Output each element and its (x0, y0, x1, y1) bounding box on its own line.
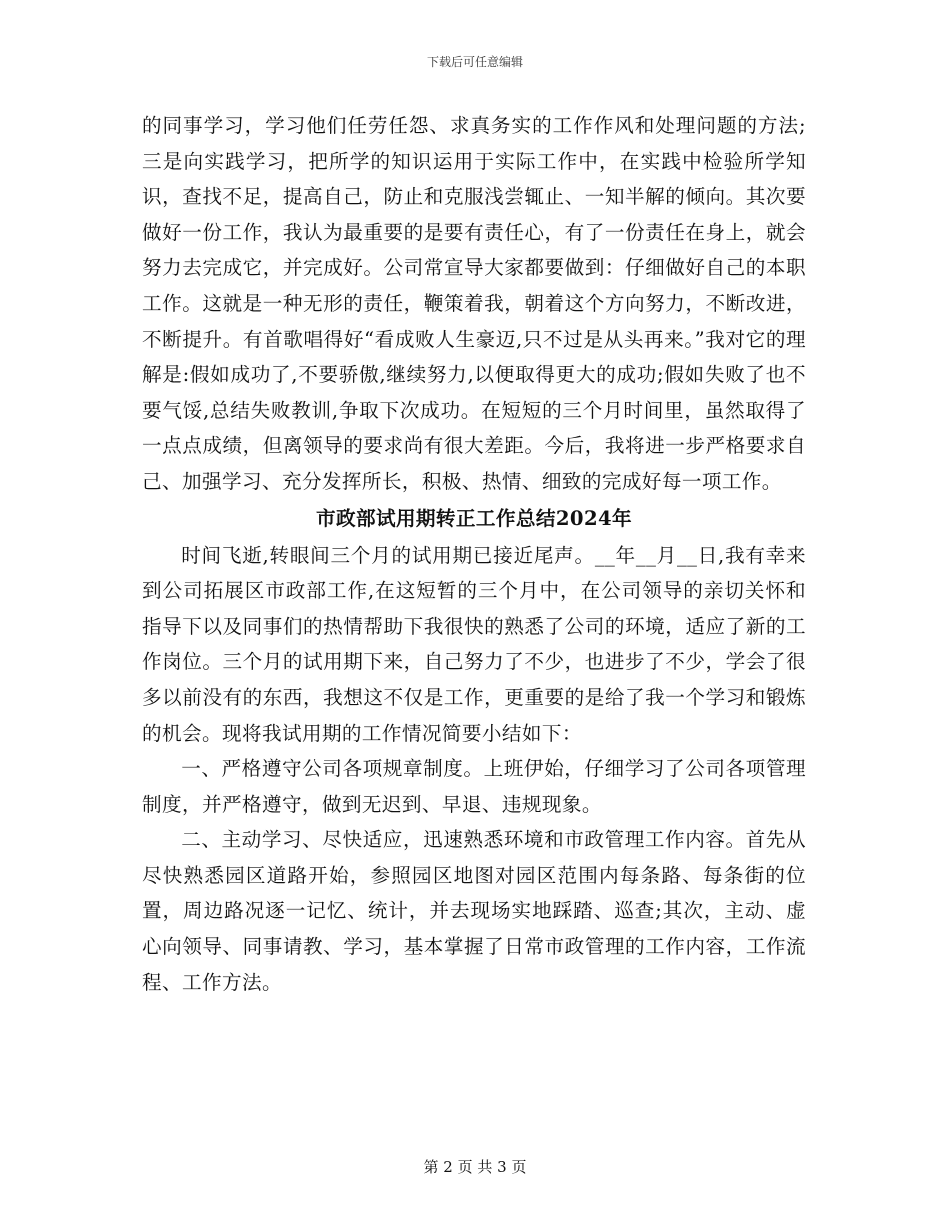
paragraph-continued: 的同事学习，学习他们任劳任怨、求真务实的工作作风和处理问题的方法;三是向实践学习，把所学的知识运用于实际工作中，在实践中检验所学知识，查找不足，提高自己，防止和克服浅尝辄止、一知半解的倾向。其次要做好一份工作，我认为最重要的是要有责任心，有了一份责任在身上，就会努力去完成它，并完成好。公司常宣导大家都要做到：仔细做好自己的本职工作。这就是一种无形的责任，鞭策着我，朝着这个方向努力，不断改进，不断提升。有首歌唱得好“看成败人生豪迈,只不过是从头再来。”我对它的理解是:假如成功了,不要骄傲,继续努力,以便取得更大的成功;假如失败了也不要气馁,总结失败教训,争取下次成功。在短短的三个月时间里，虽然取得了一点点成绩，但离领导的要求尚有很大差距。今后，我将进一步严格要求自己、加强学习、充分发挥所长，积极、热情、细致的完成好每一项工作。 (142, 114, 806, 493)
page-header-note: 下载后可任意编辑 (426, 55, 523, 69)
paragraph-point-1: 一、严格遵守公司各项规章制度。上班伊始，仔细学习了公司各项管理制度，并严格遵守，做到无迟到、早退、违规现象。 (142, 757, 806, 816)
paragraph-point-2: 二、主动学习、尽快适应，迅速熟悉环境和市政管理工作内容。首先从尽快熟悉园区道路开始，参照园区地图对园区范围内每条路、每条街的位置，周边路况逐一记忆、统计，并去现场实地踩踏、巡查;其次，主动、虚心向领导、同事请教、学习，基本掌握了日常市政管理的工作内容，工作流程、工作方法。 (142, 828, 806, 994)
paragraph-intro: 时间飞逝,转眼间三个月的试用期已接近尾声。__年__月__日,我有幸来到公司拓展区市政部工作,在这短暂的三个月中，在公司领导的亲切关怀和指导下以及同事们的热情帮助下我很快的熟悉了公司的环境，适应了新的工作岗位。三个月的试用期下来，自己努力了不少，也进步了不少，学会了很多以前没有的东西，我想这不仅是工作，更重要的是给了我一个学习和锻炼的机会。现将我试用期的工作情况简要小结如下： (142, 543, 806, 745)
section-title: 市政部试用期转正工作总结2024年 (315, 506, 633, 530)
page-number: 第 2 页 共 3 页 (423, 1158, 527, 1176)
document-body (142, 108, 806, 1000)
